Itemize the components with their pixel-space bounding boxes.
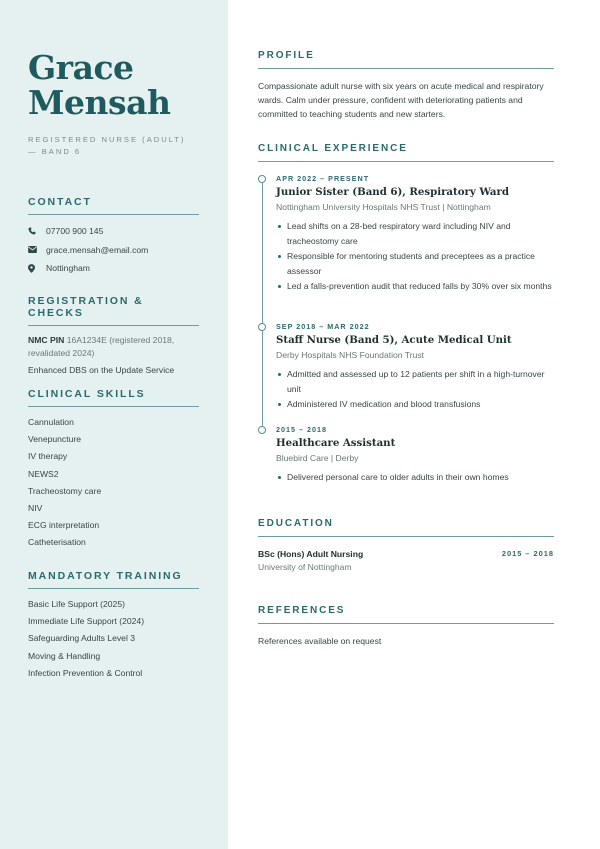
references-section	[258, 605, 554, 646]
education-school: University of Nottingham	[258, 562, 352, 572]
skills-section	[28, 388, 200, 552]
job-title: Staff Nurse (Band 5), Acute Medical Unit	[276, 334, 512, 346]
candidate-name	[28, 50, 200, 120]
job-bullet: Responsible for mentoring students and preceptees as a practice assessor	[276, 249, 554, 279]
contact-location	[28, 259, 200, 278]
skill-item: ECG interpretation	[28, 520, 100, 531]
job-bullet: Admitted and assessed up to 12 patients per shift in a high-turnover unit	[276, 367, 554, 397]
contact-email[interactable]	[28, 241, 200, 260]
registration-section	[28, 295, 200, 377]
dbs-check: Enhanced DBS on the Update Service	[28, 365, 175, 375]
job-org: Derby Hospitals NHS Foundation Trust	[276, 350, 425, 360]
timeline-dot	[258, 426, 266, 434]
experience-section	[258, 143, 554, 162]
contact-phone[interactable]	[28, 222, 200, 241]
role-title: REGISTERED NURSE (ADULT) — BAND 6	[28, 135, 186, 156]
phone-icon	[28, 227, 46, 235]
references-text: References available on request	[258, 636, 382, 646]
job-bullet: Delivered personal care to older adults in their own homes	[276, 470, 554, 485]
nmc-label: NMC PIN	[28, 335, 65, 345]
first-name: Grace	[28, 48, 134, 87]
references-heading: REFERENCES	[258, 605, 554, 624]
training-item: Safeguarding Adults Level 3	[28, 633, 136, 644]
skill-item: NIV	[28, 502, 43, 513]
profile-section	[258, 50, 554, 121]
profile-text: Compassionate adult nurse with six years on acute medical and respiratory wards. Calm under pressure, confident with deteriorating patients and committed to teaching students and new starters.	[258, 81, 544, 119]
job-bullets	[276, 367, 554, 412]
skill-item: Tracheostomy care	[28, 485, 102, 496]
nmc-value: 16A1234E (registered 2018, revalidated 2024)	[28, 335, 175, 358]
envelope-icon	[28, 246, 46, 253]
profile-heading: PROFILE	[258, 50, 554, 69]
job-title: Healthcare Assistant	[276, 437, 396, 449]
job-bullet: Lead shifts on a 28-bed respiratory ward including NIV and tracheostomy care	[276, 219, 554, 249]
job-title: Junior Sister (Band 6), Respiratory Ward	[276, 186, 510, 198]
job-dates: SEP 2018 – MAR 2022	[276, 322, 370, 331]
education-heading: EDUCATION	[258, 518, 554, 537]
training-heading: MANDATORY TRAINING	[28, 570, 199, 589]
skill-item: IV therapy	[28, 451, 68, 462]
job-dates: APR 2022 – PRESENT	[276, 174, 370, 183]
contact-heading: CONTACT	[28, 196, 199, 215]
training-item: Moving & Handling	[28, 650, 101, 661]
skill-item: Cannulation	[28, 417, 74, 427]
training-section	[28, 570, 200, 682]
job-bullet: Led a falls-prevention audit that reduced falls by 30% over six months	[276, 279, 554, 294]
timeline-line	[262, 183, 263, 433]
contact-section	[28, 196, 200, 278]
registration-heading: REGISTRATION & CHECKS	[28, 295, 199, 326]
skill-item: Venepuncture	[28, 434, 82, 445]
training-item: Immediate Life Support (2024)	[28, 616, 145, 627]
location-pin-icon	[28, 264, 46, 273]
job-bullet: Administered IV medication and blood transfusions	[276, 397, 554, 412]
education-entry	[258, 549, 554, 559]
job-bullets	[276, 219, 554, 294]
job-bullets	[276, 470, 554, 485]
job-org: Bluebird Care | Derby	[276, 453, 359, 463]
location-text: Nottingham	[46, 263, 90, 274]
skills-heading: CLINICAL SKILLS	[28, 388, 199, 407]
phone-text: 07700 900 145	[46, 226, 104, 237]
timeline-dot	[258, 323, 266, 331]
last-name: Mensah	[28, 83, 171, 122]
skill-item: Catheterisation	[28, 537, 86, 548]
skill-item: NEWS2	[28, 468, 59, 479]
experience-heading: CLINICAL EXPERIENCE	[258, 143, 554, 162]
education-section	[258, 518, 554, 572]
education-dates: 2015 – 2018	[501, 549, 554, 558]
training-item: Basic Life Support (2025)	[28, 599, 125, 609]
education-degree: BSc (Hons) Adult Nursing	[258, 549, 364, 559]
job-dates: 2015 – 2018	[276, 425, 327, 434]
email-text: grace.mensah@email.com	[46, 244, 149, 255]
job-org: Nottingham University Hospitals NHS Trust | Nottingham	[276, 202, 491, 212]
training-item: Infection Prevention & Control	[28, 667, 143, 678]
nmc-pin	[28, 334, 200, 360]
timeline-dot	[258, 175, 266, 183]
